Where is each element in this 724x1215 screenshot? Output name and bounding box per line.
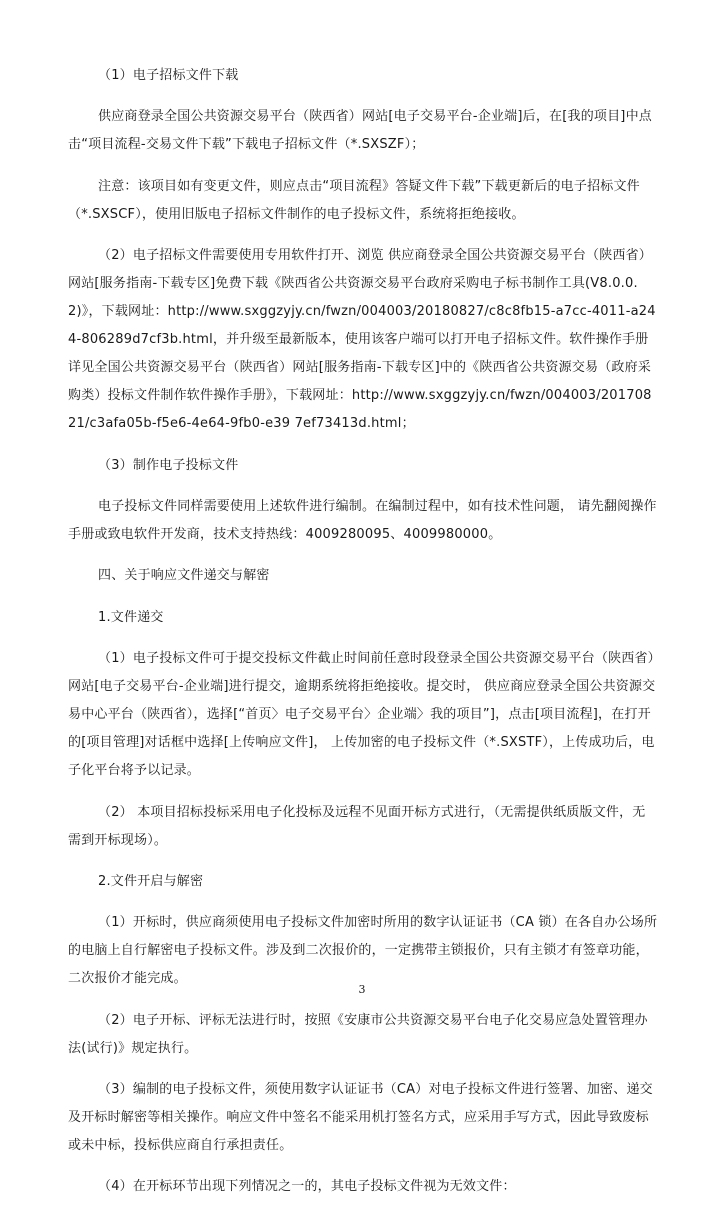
- paragraph-software-download: （2）电子招标文件需要使用专用软件打开、浏览 供应商登录全国公共资源交易平台（陕西省）网站[服务指南-下载专区]免费下载《陕西省公共资源交易平台政府采购电子标书制作工具(V8.0.0.2)》，下载网址：http://www.sxggzyjy.cn/fwzn/004003/20180827/c8c8fb15-a7cc-4011-a244-806289d7cf3b.html，并升级至最新版本，使用该客户端可以打开电子招标文件。软件操作手册详见全国公共资源交易平台（陕西省）网站[服务指南-下载专区]中的《陕西省公共资源交易（政府采购类）投标文件制作软件操作手册》，下载网址：http://www.sxggzyjy.cn/fwzn/004003/20170821/c3afa05b-f5e6-4e64-9fb0-e39 7ef73413d.html；: [68, 248, 656, 432]
- paragraph-invalid-conditions: （4）在开标环节出现下列情况之一的，其电子投标文件视为无效文件：: [98, 1179, 516, 1195]
- heading-download-bid-file: （1）电子招标文件下载: [98, 68, 239, 83]
- subheading-file-submission: 1.文件递交: [98, 609, 164, 625]
- paragraph-remote-opening: （2） 本项目招标投标采用电子化投标及远程不见面开标方式进行，（无需提供纸质版文件，无需到开标现场）。: [68, 804, 646, 848]
- subheading-opening-decryption: 2.文件开启与解密: [98, 873, 204, 889]
- paragraph-signature-requirements: （3）编制的电子投标文件，须使用数字认证证书（CA）对电子投标文件进行签署、加密、递交及开标时解密等相关操作。响应文件中签名不能采用机打签名方式，应采用手写方式，因此导致废标或未中标，投标供应商自行承担责任。: [68, 1082, 653, 1154]
- page-number: 3: [358, 983, 366, 996]
- document-body: [68, 62, 658, 1215]
- paragraph-decrypt-ca: （1）开标时，供应商须使用电子投标文件加密时所用的数字认证证书（CA 锁）在各自办公场所的电脑上自行解密电子投标文件。涉及到二次报价的，一定携带主锁报价，只有主锁才有签章功能，二次报价才能完成。: [68, 915, 658, 987]
- heading-make-bid-file: （3）制作电子投标文件: [98, 457, 239, 473]
- section-heading-submission-decryption: 四、关于响应文件递交与解密: [98, 568, 270, 584]
- paragraph-change-notice: 注意：该项目如有变更文件，则应点击“项目流程》答疑文件下载”下载更新后的电子招标文件（*.SXSCF），使用旧版电子招标文件制作的电子投标文件，系统将拒绝接收。: [68, 178, 640, 222]
- paragraph-download-instructions: 供应商登录全国公共资源交易平台（陕西省）网站[电子交易平台-企业端]后，在[我的项目]中点击“项目流程-交易文件下载”下载电子招标文件（*.SXSZF）；: [68, 109, 652, 153]
- paragraph-emergency-rules: （2）电子开标、评标无法进行时，按照《安康市公共资源交易平台电子化交易应急处置管理办法(试行)》规定执行。: [68, 1012, 648, 1056]
- paragraph-submission-procedure: （1）电子投标文件可于提交投标文件截止时间前任意时段登录全国公共资源交易平台（陕西省）网站[电子交易平台-企业端]进行提交，逾期系统将拒绝接收。提交时， 供应商应登录全国公共资源交易中心平台（陕西省），选择[“首页〉电子交易平台〉企业端〉我的项目”]，点击[项目流程]，在打开的[项目管理]对话框中选择[上传响应文件]， 上传加密的电子投标文件（*.SXSTF），上传成功后，电子化平台将予以记录。: [68, 651, 656, 779]
- paragraph-support-hotline: 电子投标文件同样需要使用上述软件进行编制。在编制过程中，如有技术性问题， 请先翻阅操作手册或致电软件开发商，技术支持热线：4009280095、4009980000。: [68, 498, 657, 542]
